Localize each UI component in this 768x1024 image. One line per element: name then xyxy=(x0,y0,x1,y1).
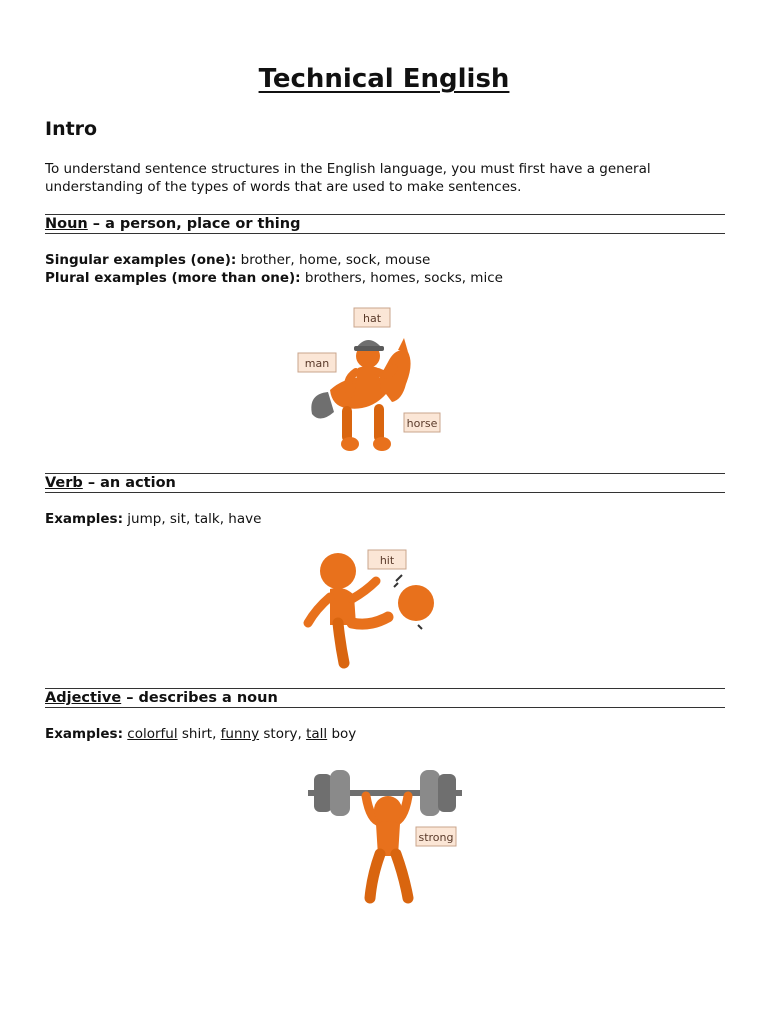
verb-definition: – an action xyxy=(82,475,176,491)
lifting-figure xyxy=(366,796,408,898)
noun-illustration xyxy=(290,302,450,457)
svg-text:hat: hat xyxy=(362,312,382,325)
example-adjective-tall: tall xyxy=(306,726,328,742)
verb-heading xyxy=(45,473,725,493)
verb-examples-label: Examples: xyxy=(45,511,123,527)
adjective-illustration xyxy=(300,760,470,905)
noun-plural-examples xyxy=(45,269,503,287)
noun-singular-examples xyxy=(45,251,430,269)
adjective-term: Adjective xyxy=(45,690,122,706)
example-noun-shirt: shirt, xyxy=(177,726,221,742)
example-noun-boy: boy xyxy=(327,726,357,742)
noun-definition: – a person, place or thing xyxy=(87,216,301,232)
adjective-examples-label: Examples: xyxy=(45,726,123,742)
example-adjective-funny: funny xyxy=(220,726,260,742)
noun-heading xyxy=(45,214,725,234)
example-noun-story: story, xyxy=(259,726,307,742)
adjective-definition: – describes a noun xyxy=(121,690,278,706)
verb-examples-text: jump, sit, talk, have xyxy=(123,511,262,527)
svg-text:horse: horse xyxy=(406,417,438,430)
adjective-examples xyxy=(45,725,356,743)
page-title: Technical English xyxy=(258,64,510,94)
man-tag xyxy=(298,353,336,372)
adjective-heading xyxy=(45,688,725,708)
singular-text: brother, home, sock, mouse xyxy=(236,252,431,268)
noun-term: Noun xyxy=(45,216,88,232)
verb-illustration xyxy=(300,545,445,670)
hit-tag xyxy=(368,550,406,569)
svg-text:hit: hit xyxy=(379,554,395,567)
svg-text:strong: strong xyxy=(418,831,454,844)
plural-label: Plural examples (more than one): xyxy=(45,270,301,286)
intro-paragraph: To understand sentence structures in the English language, you must first have a general understanding of the types of words that are used to make sentences. xyxy=(45,161,651,195)
example-adjective-colorful: colorful xyxy=(127,726,178,742)
verb-term: Verb xyxy=(45,475,83,491)
strong-tag xyxy=(416,827,456,846)
verb-examples xyxy=(45,510,261,528)
plural-text: brothers, homes, socks, mice xyxy=(300,270,503,286)
horse-tag xyxy=(404,413,440,432)
singular-label: Singular examples (one): xyxy=(45,252,237,268)
ball xyxy=(398,585,434,621)
hat-tag xyxy=(354,308,390,327)
svg-text:man: man xyxy=(304,357,330,370)
intro-heading: Intro xyxy=(45,118,98,140)
